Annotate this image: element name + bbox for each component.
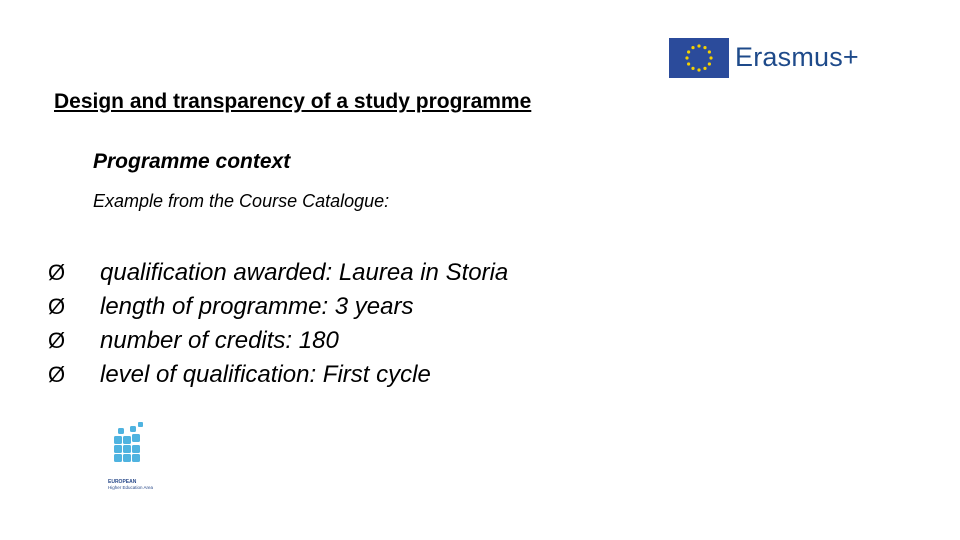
slide-subtitle: Programme context	[93, 150, 291, 173]
eu-star	[708, 50, 711, 53]
arrow-bullet-icon: Ø	[48, 328, 66, 353]
eu-flag-icon	[669, 38, 729, 78]
eu-star	[703, 46, 706, 49]
list-item-text: number of credits: 180	[100, 327, 339, 354]
arrow-bullet-icon: Ø	[48, 294, 66, 319]
eu-star	[708, 62, 711, 65]
eu-star	[687, 50, 690, 53]
ehea-sublabel: Higher Education Area	[108, 485, 154, 490]
list-item	[48, 290, 508, 324]
eu-star	[691, 46, 694, 49]
programme-details-list	[48, 256, 508, 392]
eu-star	[691, 67, 694, 70]
slide-title: Design and transparency of a study programme	[54, 90, 532, 113]
eu-star	[697, 44, 700, 47]
ehea-puzzle-icon	[108, 420, 170, 474]
list-item	[48, 358, 508, 392]
ehea-label: EUROPEAN	[108, 479, 137, 485]
eu-star	[685, 56, 688, 59]
catalogue-label: Example from the Course Catalogue:	[93, 191, 390, 211]
eu-star	[697, 68, 700, 71]
erasmus-plus-wordmark: Erasmus+	[735, 42, 859, 72]
eu-star	[709, 56, 712, 59]
list-item-text: level of qualification: First cycle	[100, 361, 431, 388]
arrow-bullet-icon: Ø	[48, 260, 66, 285]
erasmus-plus-logo	[669, 38, 869, 82]
list-item-text: qualification awarded: Laurea in Storia	[100, 259, 509, 286]
ehea-logo	[108, 420, 170, 494]
eu-star	[687, 62, 690, 65]
list-item	[48, 324, 508, 358]
eu-star	[703, 67, 706, 70]
list-item-text: length of programme: 3 years	[100, 293, 414, 320]
arrow-bullet-icon: Ø	[48, 362, 66, 387]
list-item	[48, 256, 508, 290]
